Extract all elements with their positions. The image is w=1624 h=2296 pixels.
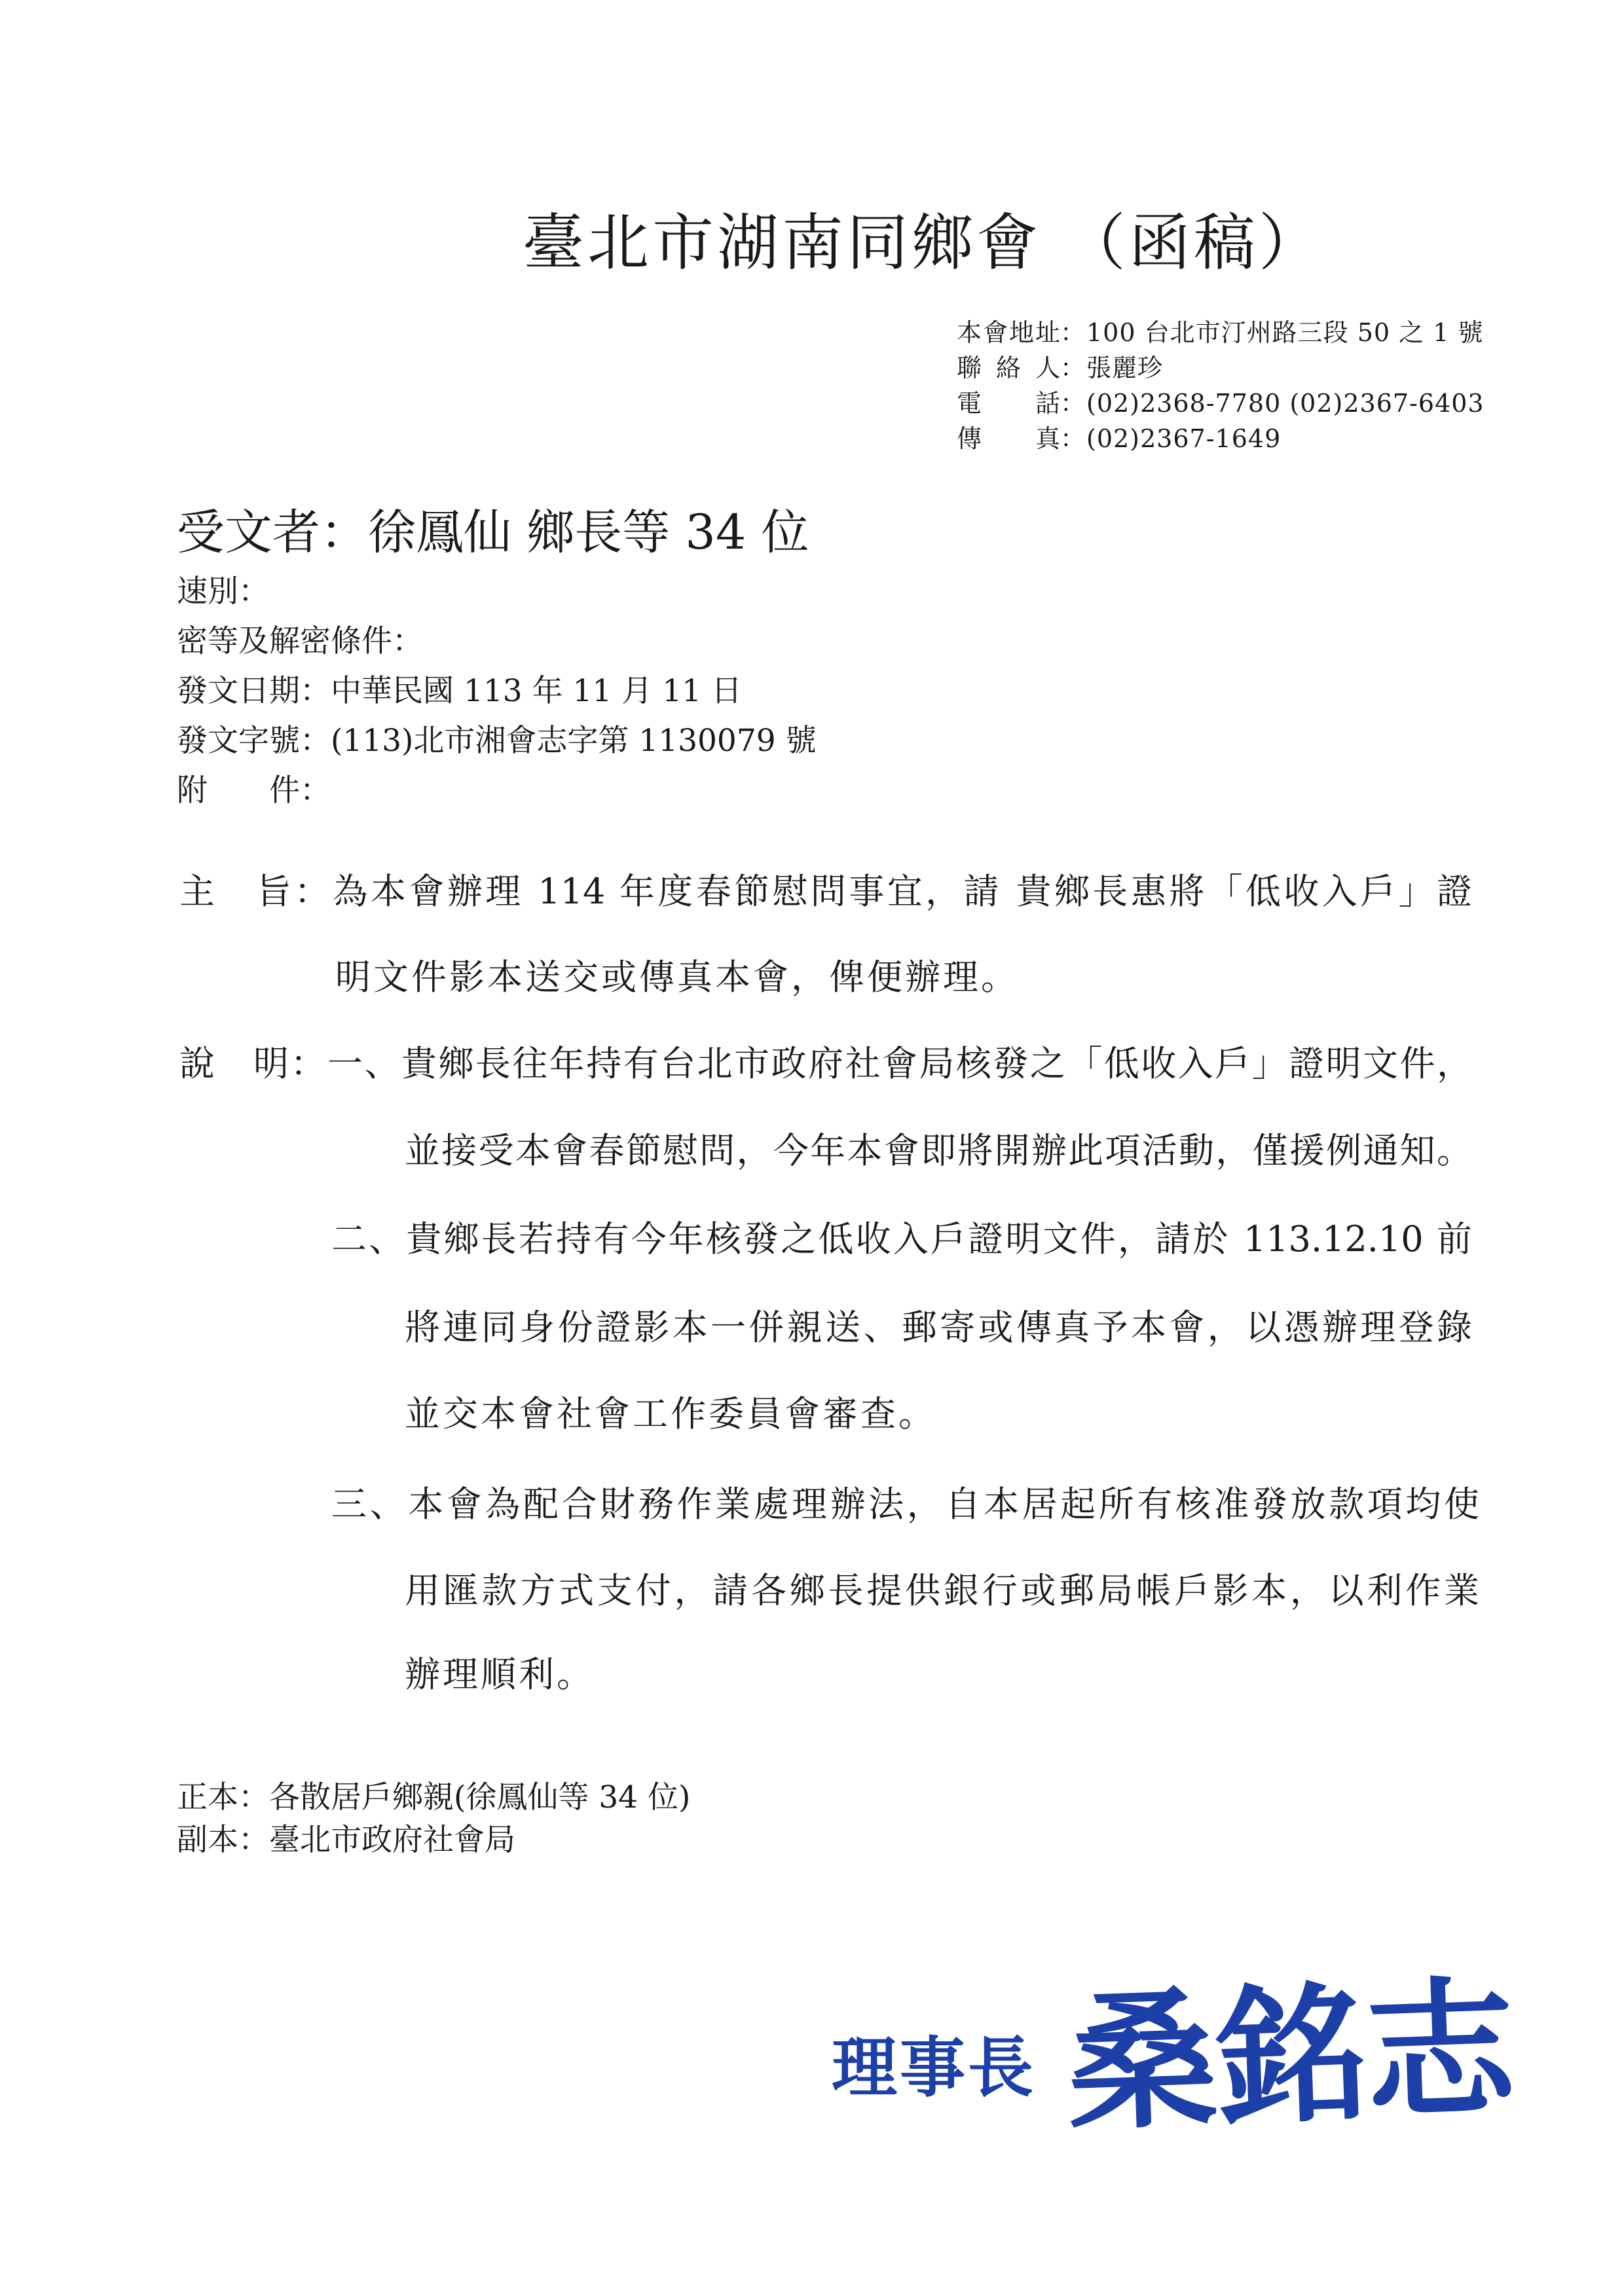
classification-label: 密等及解密條件： <box>177 623 423 659</box>
item-text: 將連同身份證影本一併親送、郵寄或傳真予本會，以憑辦理登錄 <box>405 1307 1472 1348</box>
reference-number-label: 發文字號： <box>177 723 331 759</box>
recipient-line <box>177 505 809 560</box>
reference-number-value: (113)北市湘會志字第 1130079 號 <box>331 723 817 759</box>
attachment-field <box>177 766 817 816</box>
original-recipients <box>177 1776 690 1819</box>
contact-value: (02)2368-7780 (02)2367-6403 <box>1086 389 1485 418</box>
contact-person <box>957 350 1485 386</box>
contact-label: 聯 絡 人 <box>957 354 1060 382</box>
item-text: 用匯款方式支付，請各鄉長提供銀行或郵局帳戶影本，以利作業 <box>405 1570 1479 1611</box>
original-label: 正本： <box>177 1779 269 1815</box>
speed-label: 速別： <box>177 574 269 610</box>
contact-value: (02)2367-1649 <box>1086 424 1282 453</box>
distribution-block <box>177 1776 690 1861</box>
item-text: 貴鄉長若持有今年核發之低收入戶證明文件，請於 113.12.10 前 <box>406 1218 1472 1260</box>
contact-separator: ： <box>1060 424 1086 453</box>
subject-line-2 <box>335 958 1019 997</box>
contact-separator: ： <box>1060 354 1086 382</box>
contact-phone <box>957 386 1485 421</box>
explanation-item-3-line-3 <box>405 1655 595 1694</box>
contact-fax <box>957 421 1485 456</box>
item-number: 二、 <box>331 1218 407 1260</box>
contact-value: 100 台北市汀州路三段 50 之 1 號 <box>1086 318 1484 347</box>
explanation-item-3-line-1 <box>331 1485 1479 1524</box>
contact-label: 電 話 <box>957 389 1060 418</box>
classification-field <box>177 617 817 666</box>
contact-label: 傳 真 <box>957 424 1060 453</box>
subject-label: 主 旨： <box>179 871 333 912</box>
document-title: 臺北市湖南同鄉會 （函稿） <box>523 208 1323 279</box>
contact-separator: ： <box>1060 318 1086 347</box>
explanation-label: 說 明： <box>179 1043 327 1084</box>
attachment-label: 附 件： <box>177 773 331 809</box>
issue-date-field <box>177 666 817 716</box>
issue-date-value: 中華民國 113 年 11 月 11 日 <box>331 673 742 709</box>
contact-address <box>957 315 1485 350</box>
item-number: 三、 <box>331 1484 409 1525</box>
subject-line-1 <box>179 872 1472 911</box>
item-text: 本會為配合財務作業處理辦法，自本居起所有核准發放款項均使 <box>408 1484 1480 1525</box>
explanation-item-1-line-2 <box>405 1131 1472 1171</box>
subject-text: 明文件影本送交或傳真本會，俾便辦理。 <box>335 957 1019 998</box>
explanation-item-2-line-1 <box>331 1220 1472 1259</box>
item-text: 貴鄉長往年持有台北市政府社會局核發之「低收入戶」證明文件， <box>401 1043 1473 1084</box>
recipient-label: 受文者： <box>177 505 368 560</box>
contact-value: 張麗珍 <box>1086 354 1164 382</box>
copy-label: 副本： <box>177 1822 269 1858</box>
contact-label: 本會地址 <box>957 318 1060 347</box>
recipient-value: 徐鳳仙 鄉長等 34 位 <box>368 505 809 560</box>
original-value: 各散居戶鄉親(徐鳳仙等 34 位) <box>269 1779 691 1815</box>
item-text: 辦理順利。 <box>405 1654 595 1695</box>
item-text: 並交本會社會工作委員會審查。 <box>405 1393 936 1434</box>
explanation-item-1-line-1 <box>179 1044 1472 1084</box>
contact-separator: ： <box>1060 389 1086 418</box>
subject-text: 為本會辦理 114 年度春節慰問事宜，請 貴鄉長惠將「低收入戶」證 <box>332 871 1473 912</box>
explanation-item-2-line-3 <box>405 1394 936 1434</box>
reference-number-field <box>177 716 817 766</box>
explanation-item-3-line-2 <box>405 1571 1479 1611</box>
contact-block <box>957 315 1485 456</box>
meta-fields <box>177 567 817 816</box>
signature-name: 桑銘志 <box>1064 1960 1519 2151</box>
item-text: 並接受本會春節慰問，今年本會即將開辦此項活動，僅援例通知。 <box>405 1130 1472 1171</box>
item-number: 一、 <box>327 1043 401 1084</box>
explanation-item-2-line-2 <box>405 1308 1472 1347</box>
signature-title: 理事長 <box>832 2029 1036 2106</box>
copy-recipients <box>177 1819 690 1861</box>
copy-value: 臺北市政府社會局 <box>269 1822 515 1858</box>
speed-field <box>177 567 817 617</box>
issue-date-label: 發文日期： <box>177 673 331 709</box>
